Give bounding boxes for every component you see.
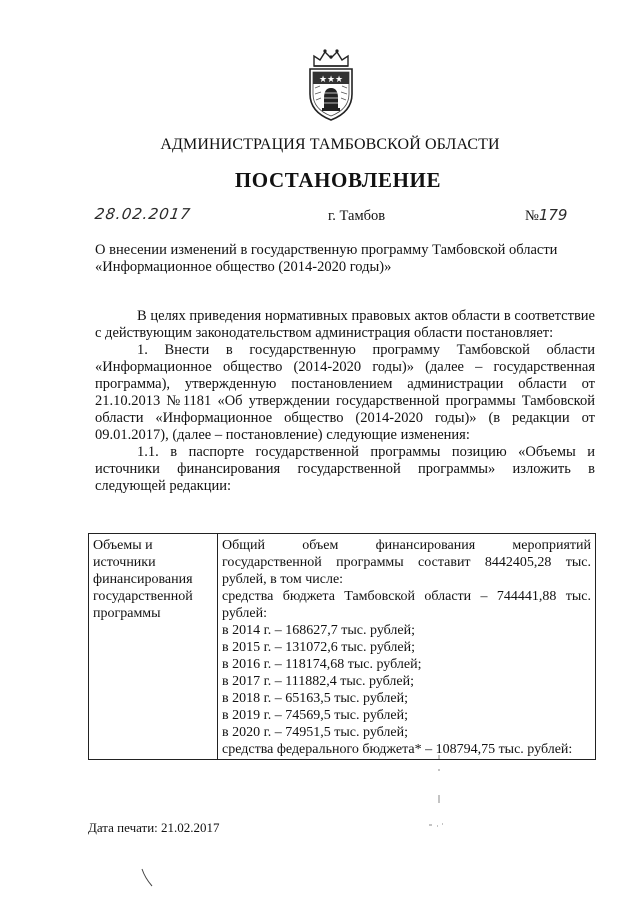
organization-title: АДМИНИСТРАЦИЯ ТАМБОВСКОЙ ОБЛАСТИ <box>160 136 500 153</box>
scan-mark <box>432 755 446 815</box>
document-body <box>95 308 595 495</box>
table-line: в 2016 г. – 118174,68 тыс. рублей; <box>222 657 422 672</box>
table-line: Общий объем финансирования мероприятий государственной программы составит 8442405,28 тыс. рублей, в том числе: <box>222 538 591 587</box>
svg-text:★: ★ <box>335 75 344 85</box>
document-subject: О внесении изменений в государственную программу Тамбовской области «Информационное общество (2014-2020 годы)» <box>95 242 558 275</box>
document-number <box>525 206 567 225</box>
svg-text:★: ★ <box>319 75 328 85</box>
table-line: в 2020 г. – 74951,5 тыс. рублей; <box>222 725 408 740</box>
table-line: в 2017 г. – 111882,4 тыс. рублей; <box>222 674 414 689</box>
number-value: 179 <box>538 206 568 224</box>
print-date-value: 21.02.2017 <box>161 820 220 835</box>
document-city: г. Тамбов <box>328 208 386 224</box>
financing-table <box>88 533 596 760</box>
scan-mark <box>140 868 154 888</box>
item-1-paragraph: 1. Внести в государственную программу Тамбовской области «Информационное общество (2014-2020 годы)» (далее – государственная программа), утвержденную постановлением администрации области от 21.10.2013 №1181 «Об утверждении государственной программы Тамбовской области «Информационное общество (2014-2020 годы)» (в редакции от 09.01.2017), (далее – постановление) следующие изменения: <box>95 342 595 443</box>
scan-mark <box>428 820 444 830</box>
table-value-cell <box>218 534 596 760</box>
print-date-label: Дата печати: <box>88 820 158 835</box>
table-row <box>89 534 596 760</box>
document-type-title: ПОСТАНОВЛЕНИЕ <box>234 168 442 192</box>
table-line: средства бюджета Тамбовской области – 744441,88 тыс. рублей: <box>222 589 591 621</box>
document-date: 28.02.2017 <box>93 205 193 223</box>
tambov-coat-of-arms-icon <box>300 46 362 124</box>
table-line: в 2015 г. – 131072,6 тыс. рублей; <box>222 640 415 655</box>
table-line: в 2014 г. – 168627,7 тыс. рублей; <box>222 623 415 638</box>
item-1-1-paragraph: 1.1. в паспорте государственной программы позицию «Объемы и источники финансирования государственной программы» изложить в следующей редакции: <box>95 444 595 494</box>
table-line: в 2018 г. – 65163,5 тыс. рублей; <box>222 691 408 706</box>
svg-text:★: ★ <box>327 75 336 85</box>
table-line: в 2019 г. – 74569,5 тыс. рублей; <box>222 708 408 723</box>
table-label-cell: Объемы и источники финансирования государственной программы <box>89 534 218 760</box>
table-line: средства федерального бюджета* – 108794,75 тыс. рублей: <box>222 742 573 757</box>
print-date-footer <box>88 820 220 836</box>
number-prefix: № <box>525 208 539 224</box>
preamble-paragraph: В целях приведения нормативных правовых актов области в соответствие с действующим законодательством администрация области постановляет: <box>95 308 595 341</box>
